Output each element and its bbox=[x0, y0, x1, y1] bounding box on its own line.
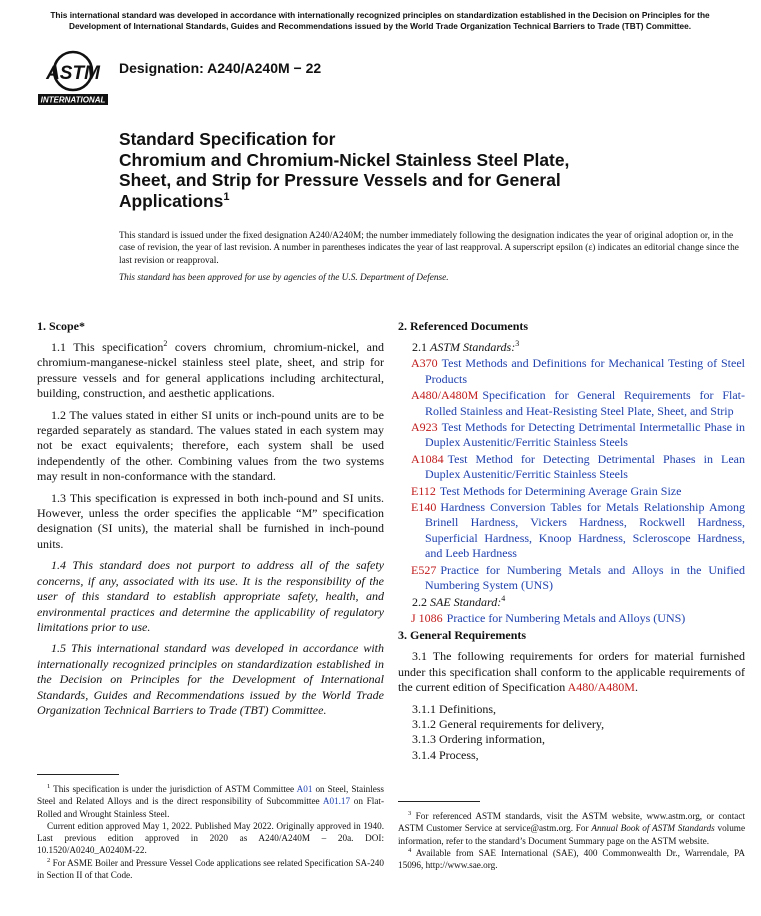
reference-item bbox=[398, 484, 745, 499]
title-line-4: Applications$^1$ bbox=[119, 190, 230, 211]
a480-link[interactable]: A480/A480M bbox=[567, 680, 635, 695]
list-item: 3.1.2 General requirements for delivery, bbox=[412, 716, 605, 731]
reference-item bbox=[398, 420, 745, 451]
footnotes-right bbox=[398, 810, 745, 871]
reference-code-link[interactable]: E527 bbox=[411, 562, 437, 577]
document-title bbox=[119, 129, 679, 211]
astm-standards-subheading: 2.1 ASTM Standards:$^3$ bbox=[412, 339, 520, 354]
reference-title-link[interactable]: Test Methods for Determining Average Grain Size bbox=[439, 483, 682, 498]
footnotes-left bbox=[37, 783, 384, 881]
reference-code-link[interactable]: J 1086 bbox=[411, 610, 443, 625]
astm-reference-list bbox=[398, 356, 745, 593]
paragraph-1-3: 1.3 This specification is expressed in both inch-pound and SI units. However, unless the order specifies the applicable “M” specification designation (SI units), the material shall be furnished in inch-pound units. bbox=[37, 490, 384, 551]
reference-code-link[interactable]: E140 bbox=[411, 500, 437, 515]
title-line-2: Chromium and Chromium-Nickel Stainless Steel Plate, bbox=[119, 149, 570, 170]
footnote-divider bbox=[398, 801, 480, 802]
reference-code-link[interactable]: A1084 bbox=[411, 451, 444, 466]
reference-item bbox=[398, 388, 745, 419]
paragraph-3-1: 3.1 The following requirements for orders for material furnished under this specification shall conform to the applicable requirements of the current edition of Specification A480/A480M. bbox=[398, 649, 745, 695]
paragraph-1-2: 1.2 The values stated in either SI units or inch-pound units are to be regarded separately as standard. The values stated in each system may not be exact equivalents; therefore, each system shall be used independently of the other. Combining values from the two systems may result in non-conformance with the standard. bbox=[37, 407, 384, 484]
reference-item bbox=[398, 452, 745, 483]
footnote-3: $^3$ For referenced ASTM standards, visit the ASTM website, www.astm.org, or contact ASTM Customer Service at service@astm.org. For Annual Book of ASTM Standards volume information, refer to the standard’s Document Summary page on the ASTM website. bbox=[398, 809, 746, 846]
reference-code-link[interactable]: A370 bbox=[411, 356, 438, 371]
footnote-1-edition: Current edition approved May 1, 2022. Published May 2022. Originally approved in 1940. Last previous edition approved in 2020 as A240/A240M – 20a. DOI: 10.1520/A0240_A0240M-22. bbox=[37, 820, 384, 856]
list-item: 3.1.4 Process, bbox=[412, 747, 479, 762]
list-item: 3.1.1 Definitions, bbox=[412, 701, 496, 716]
tbt-notice: This international standard was developed in accordance with internationally recognized principles on standardization established in the Decision on Principles for the Development of International Standards, Guides and Recommendations issued by the World Trade Organization Technical Barriers to Trade (TBT) Committee. bbox=[50, 10, 710, 31]
right-column bbox=[398, 318, 745, 763]
title-line-1: Standard Specification for bbox=[119, 129, 336, 149]
logo-text: ASTM bbox=[46, 63, 100, 84]
title-line-3: Sheet, and Strip for Pressure Vessels and for General bbox=[119, 170, 561, 190]
reference-code-link[interactable]: E112 bbox=[411, 483, 436, 498]
footnote-4: $^4$ Available from SAE International (SAE), 400 Commonwealth Dr., Warrendale, PA 15096, http://www.sae.org. bbox=[398, 846, 745, 871]
dod-note: This standard has been approved for use by agencies of the U.S. Department of Defense. bbox=[119, 273, 449, 283]
reference-item bbox=[398, 563, 745, 594]
footnote-divider bbox=[37, 774, 119, 775]
reference-item bbox=[398, 356, 745, 387]
logo-subtext: INTERNATIONAL bbox=[40, 95, 106, 105]
issue-note: This standard is issued under the fixed designation A240/A240M; the number immediately following the designation indicates the year of original adoption or, in the case of revision, the year of last revision. A number in parentheses indicates the year of last reapproval. A superscript epsilon (ε) indicates an editorial change since the last revision or reapproval. bbox=[119, 231, 739, 266]
reference-title-link[interactable]: Hardness Conversion Tables for Metals Relationship Among Brinell Hardness, Vickers Hardness, Rockwell Hardness, Superficial Hardness, Knoop Hardness, Scleroscope Hardness, and Leeb Hardness bbox=[425, 500, 745, 561]
astm-logo-icon bbox=[37, 50, 109, 106]
paragraph-1-4: 1.4 This standard does not purport to address all of the safety concerns, if any, associated with its use. It is the responsibility of the user of this standard to establish appropriate safety, health, and environmental practices and determine the applicability of regulatory limitations prior to use. bbox=[37, 558, 384, 634]
reference-title-link[interactable]: Test Methods and Definitions for Mechanical Testing of Steel Products bbox=[425, 356, 745, 386]
paragraph-1-1: 1.1 This specification$^2$ covers chromium, chromium-nickel, and chromium-manganese-nickel stainless steel plate, sheet, and strip for pressure vessels and for general applications including architectural, building, construction, and aesthetic applications. bbox=[37, 339, 384, 401]
section-heading-referenced: 2. Referenced Documents bbox=[398, 319, 529, 333]
left-column bbox=[37, 318, 384, 724]
list-item: 3.1.3 Ordering information, bbox=[412, 732, 545, 747]
reference-code-link[interactable]: A480/A480M bbox=[411, 388, 479, 403]
subcommittee-a01-17-link[interactable]: A01.17 bbox=[322, 796, 351, 807]
reference-title-link[interactable]: Test Methods for Detecting Detrimental Intermetallic Phase in Duplex Austenitic/Ferritic Stainless Steels bbox=[425, 420, 745, 450]
reference-item bbox=[398, 500, 745, 562]
footnote-2: $^2$ For ASME Boiler and Pressure Vessel Code applications see related Specification SA-240 in Section II of that Code. bbox=[37, 856, 384, 881]
reference-title-link[interactable]: Practice for Numbering Metals and Alloys (UNS) bbox=[446, 610, 686, 625]
reference-title-link[interactable]: Test Method for Detecting Detrimental Phases in Lean Duplex Austenitic/Ferritic Stainless Steels bbox=[425, 451, 745, 482]
committee-a01-link[interactable]: A01 bbox=[296, 784, 313, 794]
reference-code-link[interactable]: A923 bbox=[411, 420, 438, 435]
reference-title-link[interactable]: Specification for General Requirements for Flat-Rolled Stainless and Heat-Resisting Steel Plate, Sheet, and Strip bbox=[425, 388, 745, 418]
paragraph-1-5: 1.5 This international standard was developed in accordance with internationally recognized principles on standardization established in the Decision on Principles for the Development of International Standards, Guides and Recommendations issued by the World Trade Organization Technical Barriers to Trade (TBT) Committee. bbox=[37, 641, 384, 717]
title-footnote-mark: 1 bbox=[223, 190, 230, 203]
section-heading-general: 3. General Requirements bbox=[398, 628, 527, 643]
sae-reference-list bbox=[398, 611, 745, 626]
footnote-1: $^1$ This specification is under the jurisdiction of ASTM Committee A01 on Steel, Stainless Steel and Related Alloys and is the direct responsibility of Subcommittee A01.17 on Flat-Rolled and Wrought Stainless Steel. bbox=[37, 782, 385, 819]
section-heading-scope: 1. Scope* bbox=[37, 319, 85, 333]
reference-title-link[interactable]: Practice for Numbering Metals and Alloys in the Unified Numbering System (UNS) bbox=[425, 562, 745, 593]
reference-item bbox=[398, 611, 745, 626]
sae-standard-subheading: 2.2 SAE Standard:$^4$ bbox=[412, 593, 506, 609]
designation: Designation: A240/A240M − 22 bbox=[119, 60, 322, 76]
